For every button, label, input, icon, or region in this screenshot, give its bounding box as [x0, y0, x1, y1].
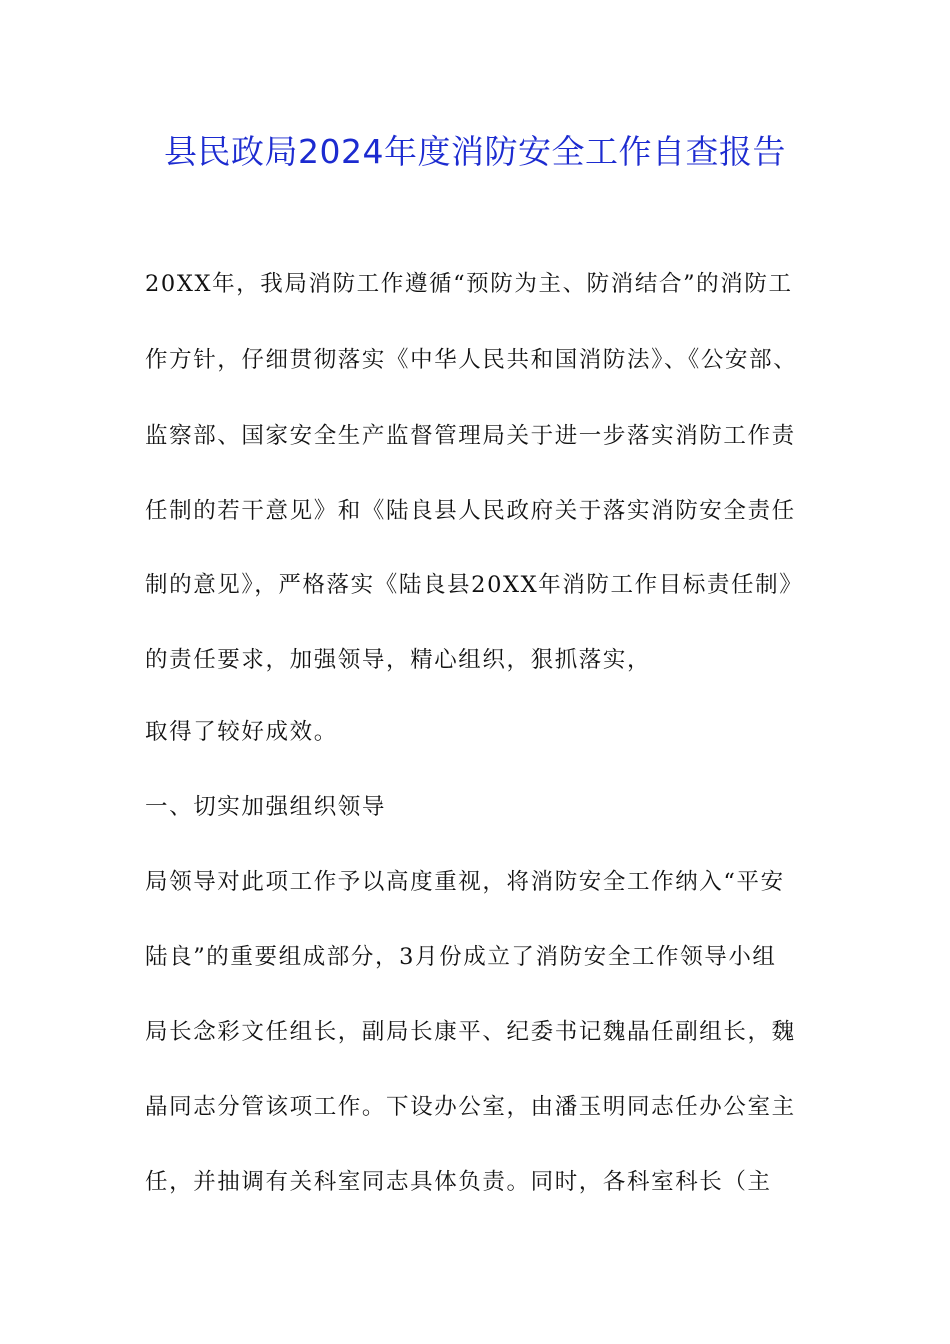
- body-line-13: 任，并抽调有关科室同志具体负责。同时，各科室科长（主: [145, 1169, 772, 1195]
- body-line-2: 作方针，仔细贯彻落实《中华人民共和国消防法》、《公安部、: [145, 347, 798, 373]
- body-line-7: 取得了较好成效。: [145, 719, 338, 745]
- body-line-5: 制的意见》，严格落实《陆良县20XX年消防工作目标责任制》: [145, 572, 804, 598]
- body-line-9: 局领导对此项工作予以高度重视，将消防安全工作纳入“平安: [145, 869, 785, 895]
- body-line-12: 晶同志分管该项工作。下设办公室，由潘玉明同志任办公室主: [145, 1094, 796, 1120]
- document-title: 县民政局2024年度消防安全工作自查报告: [164, 132, 786, 171]
- body-line-6: 的责任要求，加强领导，精心组织，狠抓落实，: [145, 647, 652, 673]
- body-line-3: 监察部、国家安全生产监督管理局关于进一步落实消防工作责: [145, 423, 796, 449]
- body-line-4: 任制的若干意见》和《陆良县人民政府关于落实消防安全责任: [145, 498, 796, 524]
- body-line-10: 陆良”的重要组成部分，3月份成立了消防安全工作领导小组: [145, 944, 777, 970]
- body-line-1: 20XX年，我局消防工作遵循“预防为主、防消结合”的消防工: [145, 271, 793, 297]
- body-line-11: 局长念彩文任组长，副局长康平、纪委书记魏晶任副组长，魏: [145, 1019, 796, 1045]
- section-heading: 一、切实加强组织领导: [145, 794, 387, 820]
